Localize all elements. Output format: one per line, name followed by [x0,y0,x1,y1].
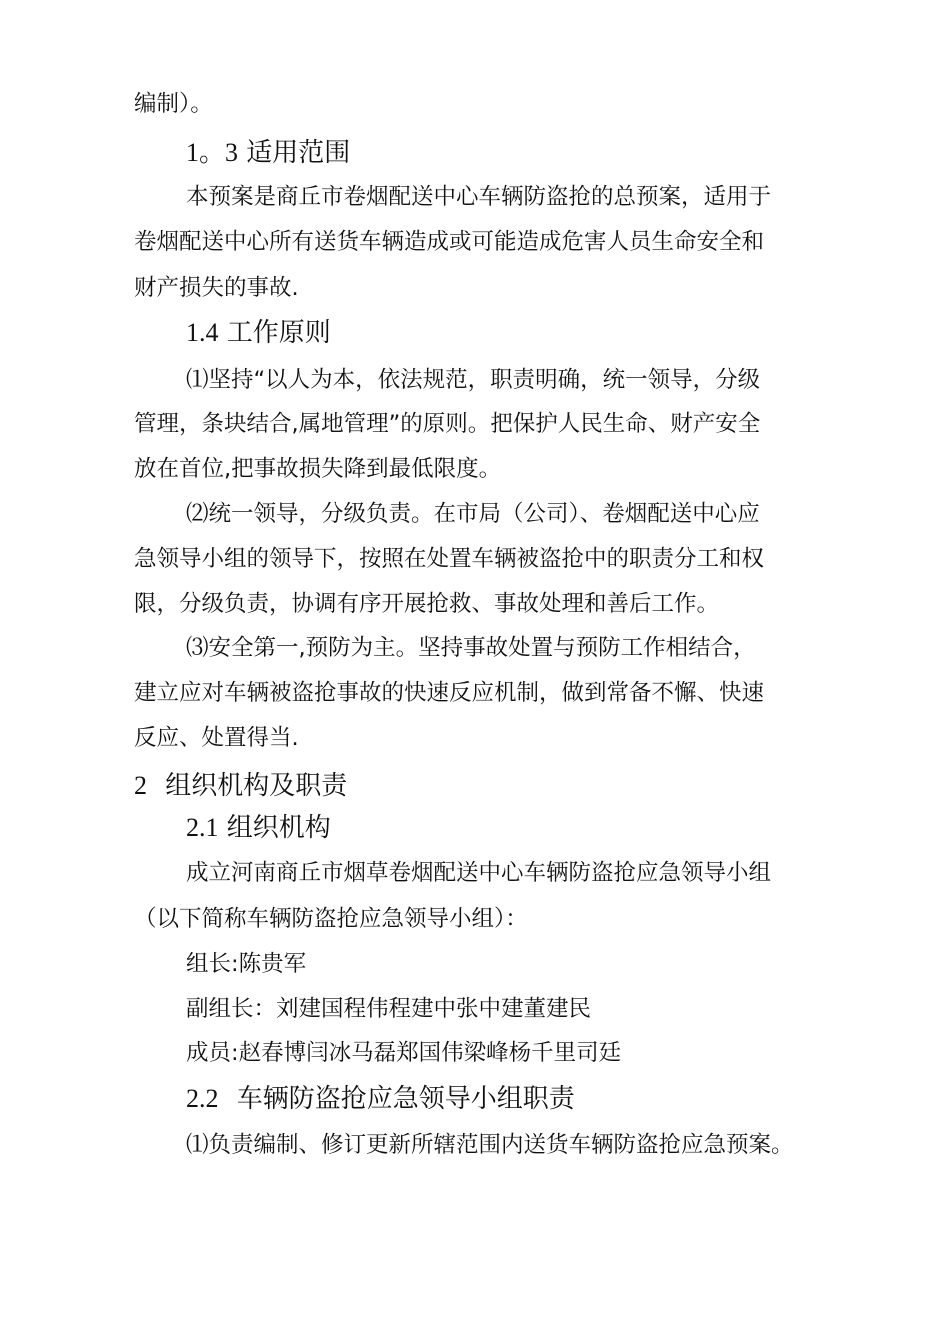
paragraph-line: ⑵统一领导，分级负责。在市局（公司）、卷烟配送中心应 [186,501,760,527]
section-heading-2 [134,773,347,799]
section-title: 适用范围 [246,138,351,168]
section-title: 车辆防盗抢应急领导小组职责 [236,1084,575,1114]
section-number: 1.4 [186,318,219,347]
section-number: 2.2 [186,1084,219,1113]
section-number: 2 [134,771,147,800]
paragraph-line: ⑴坚持“以人为本，依法规范，职责明确，统一领导，分级 [186,367,761,393]
section-title: 组织机构 [226,813,331,843]
paragraph-line: 急领导小组的领导下，按照在处置车辆被盗抢中的职责分工和权 [134,546,765,572]
paragraph-line: 财产损失的事故. [134,275,299,301]
section-title: 组织机构及职责 [165,771,348,801]
paragraph-line: ⑴负责编制、修订更新所辖范围内送货车辆防盗抢应急预案。 [186,1132,794,1158]
paragraph-line: 编制）。 [134,91,213,117]
members-line: 成员:赵春博闫冰马磊郑国伟梁峰杨千里司廷 [186,1040,622,1066]
deputy-leader-line: 副组长：刘建国程伟程建中张中建董建民 [186,996,592,1022]
paragraph-line: ⑶安全第一,预防为主。坚持事故处置与预防工作相结合， [186,635,756,661]
paragraph-line: 放在首位,把事故损失降到最低限度。 [134,456,502,482]
section-title: 工作原则 [226,318,331,348]
paragraph-line: （以下简称车辆防盗抢应急领导小组）： [134,906,528,932]
paragraph-line: 反应、处置得当. [134,725,299,751]
paragraph-line: 本预案是商丘市卷烟配送中心车辆防盗抢的总预案，适用于 [186,184,772,210]
paragraph-line: 管理，条块结合,属地管理”的原则。把保护人民生命、财产安全 [134,411,761,437]
paragraph-line: 建立应对车辆被盗抢事故的快速反应机制，做到常备不懈、快速 [134,680,765,706]
team-leader-line: 组长:陈贵军 [186,951,307,977]
section-heading-2-1 [186,815,331,841]
paragraph-line: 卷烟配送中心所有送货车辆造成或可能造成危害人员生命安全和 [134,229,765,255]
paragraph-line: 限，分级负责，协调有序开展抢救、事故处理和善后工作。 [134,591,720,617]
section-number: 2.1 [186,813,219,842]
section-heading-1-4 [186,320,331,346]
section-number: 1。3 [186,138,239,167]
section-heading-2-2 [186,1086,575,1112]
paragraph-line: 成立河南商丘市烟草卷烟配送中心车辆防盗抢应急领导小组 [186,860,772,886]
section-heading-1-3 [186,140,350,166]
